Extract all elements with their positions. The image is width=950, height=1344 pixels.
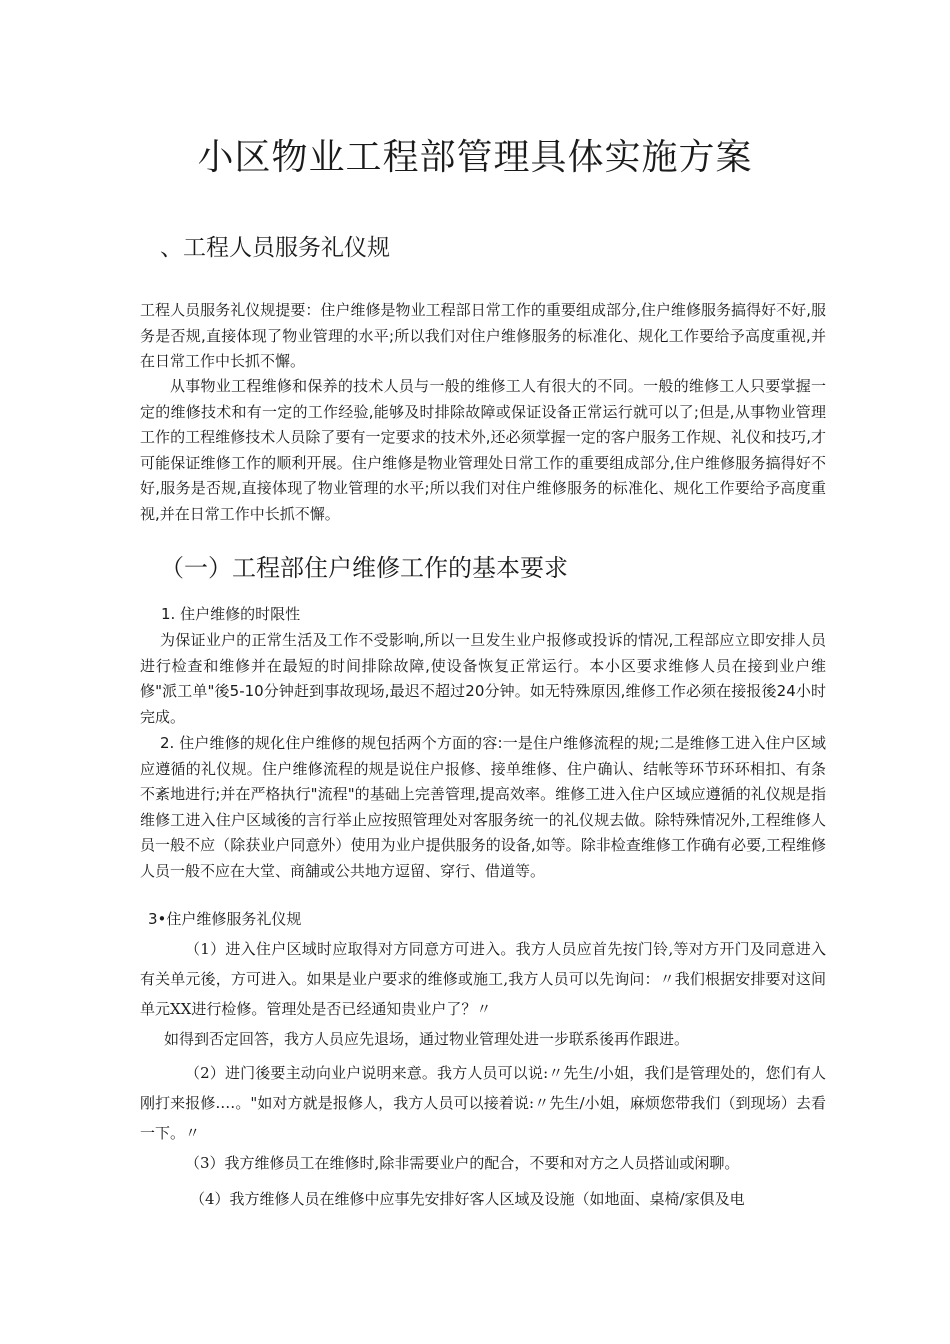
rule3-paragraph: （3）我方维修员工在维修时,除非需要业户的配合，不要和对方之人员搭讪或闲聊。 <box>185 1154 740 1172</box>
item2-paragraph: 2. 住户维修的规化住户维修的规包括两个方面的容:一是住户维修流程的规;二是维修工进入住户区域应遵循的礼仪规。住户维修流程的规是说住户报修、接单维修、住户确认、结帐等环节环环相扣、有条不紊地进行;并在严格执行"流程"的基础上完善管理,提高效率。维修工进入住户区域应遵循的礼仪规是指维修工进入住户区域後的言行举止应按照管理处对客服务统一的礼仪规去做。除特殊情况外,工程维修人员一般不应（除获业户同意外）使用为业户提供服务的设备,如等。除非检查维修工作确有必要,工程维修人员一般不应在大堂、商舖或公共地方逗留、穿行、借道等。 <box>140 734 826 880</box>
document-title: 小区物业工程部管理具体实施方案 <box>197 137 753 178</box>
item3-heading: 3•住户维修服务礼仪规 <box>148 910 302 928</box>
intro-paragraph: 工程人员服务礼仪规提要：住户维修是物业工程部日常工作的重要组成部分,住户维修服务搞得好不好,服务是否规,直接体现了物业管理的水平;所以我们对住户维修服务的标准化、规化工作要给予高度重视,并在日常工作中长抓不懈。 <box>140 301 826 371</box>
rule1-paragraph: （1）进入住户区域时应取得对方同意方可进入。我方人员应首先按门铃,等对方开门及同意进入有关单元後，方可进入。如果是业户要求的维修或施工,我方人员可以先询问：〃我们根据安排要对这间单元XX进行检修。管理处是否已经通知贵业户了？〃 <box>140 940 826 1018</box>
section-heading-etiquette: 、工程人员服务礼仪规 <box>160 235 390 261</box>
rule2-paragraph: （2）进门後要主动向业户说明来意。我方人员可以说:〃先生/小姐，我们是管理处的，您们有人刚打来报修.…。"如对方就是报修人，我方人员可以接着说:〃先生/小姐，麻烦您带我们（到现场）去看一下。〃 <box>140 1064 826 1142</box>
paragraph-technician-role: 从事物业工程维修和保养的技术人员与一般的维修工人有很大的不同。一般的维修工人只要掌握一定的维修技术和有一定的工作经验,能够及时排除故障或保证设备正常运行就可以了;但是,从事物业管理工作的工程维修技术人员除了要有一定要求的技术外,还必须掌握一定的客户服务工作规、礼仪和技巧,才可能保证维修工作的顺利开展。住户维修是物业管理处日常工作的重要组成部分,住户维修服务搞得好不好,服务是否规,直接体现了物业管理的水平;所以我们对住户维修服务的标准化、规化工作要给予高度重视,并在日常工作中长抓不懈。 <box>140 377 826 523</box>
item1-paragraph: 为保证业户的正常生活及工作不受影响,所以一旦发生业户报修或投诉的情况,工程部应立即安排人员进行检查和维修并在最短的时间排除故障,使设备恢复正常运行。本小区要求维修人员在接到业户维修"派工单"後5-10分钟赶到事故现场,最迟不超过20分钟。如无特殊原因,维修工作必须在接报後24小时完成。 <box>140 631 826 726</box>
rule4-paragraph: （4）我方维修人员在维修中应事先安排好客人区域及设施（如地面、桌椅/家俱及电 <box>190 1190 745 1208</box>
rule1-followup: 如得到否定回答，我方人员应先退场，通过物业管理处进一步联系後再作跟进。 <box>164 1030 690 1048</box>
item1-heading: 1. 住户维修的时限性 <box>161 605 301 623</box>
subsection-heading-basic-requirements: （一）工程部住户维修工作的基本要求 <box>160 554 568 582</box>
